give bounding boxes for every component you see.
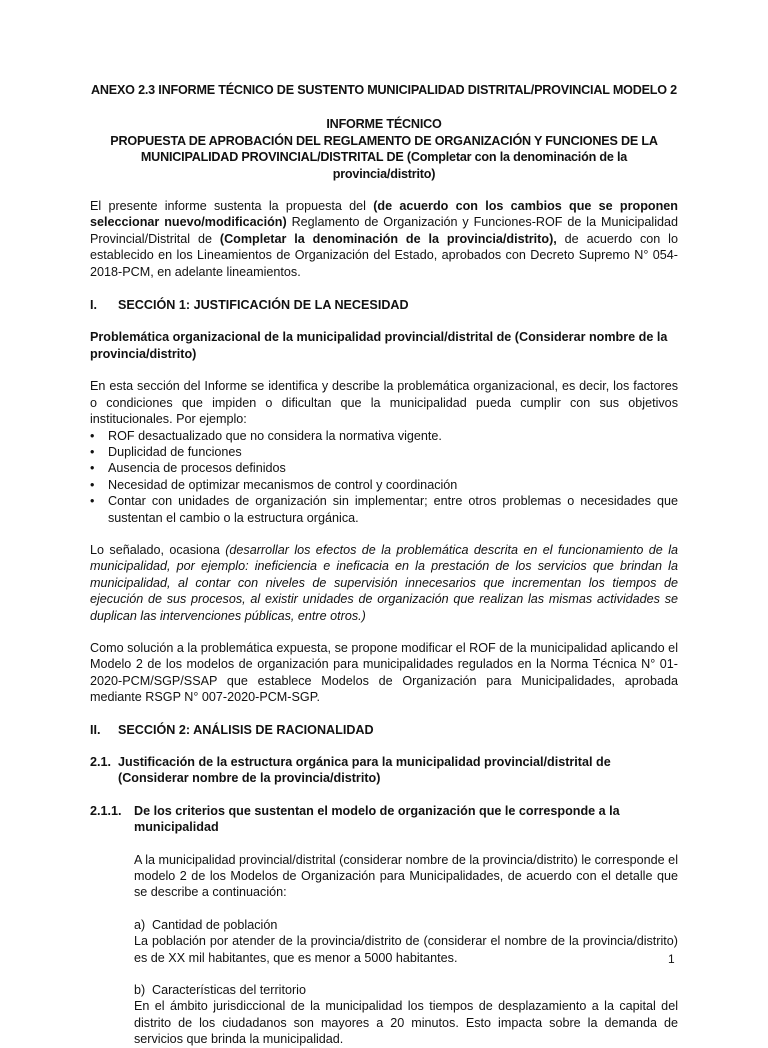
list-item: • Ausencia de procesos definidos xyxy=(90,460,678,476)
proposal-title-line-2: MUNICIPALIDAD PROVINCIAL/DISTRITAL DE (Completar con la denominación de la provincia/distrito) xyxy=(140,150,628,181)
list-item: • ROF desactualizado que no considera la normativa vigente. xyxy=(90,428,678,444)
criterion-a-label: a) Cantidad de población xyxy=(134,917,278,932)
list-item: • Necesidad de optimizar mecanismos de control y coordinación xyxy=(90,477,678,493)
section-2-heading: II. SECCIÓN 2: ANÁLISIS DE RACIONALIDAD xyxy=(90,722,374,737)
problem-subheading: Problemática organizacional de la municipalidad provincial/distrital de (Considerar nombre de la provincia/distrito) xyxy=(90,330,668,361)
section-2-1-1-heading: 2.1.1. De los criterios que sustentan el modelo de organización que le corresponde a la municipalidad xyxy=(90,803,620,835)
list-item: • Duplicidad de funciones xyxy=(90,444,678,460)
criterion-b-label: b) Características del territorio xyxy=(134,983,306,998)
section-1-heading: I. SECCIÓN 1: JUSTIFICACIÓN DE LA NECESIDAD xyxy=(90,298,409,313)
page-number: 1 xyxy=(668,952,675,966)
proposal-title-line-1: PROPUESTA DE APROBACIÓN DEL REGLAMENTO DE ORGANIZACIÓN Y FUNCIONES DE LA xyxy=(110,133,658,148)
problem-paragraph: En esta sección del Informe se identifica y describe la problemática organizacional, es decir, los factores o condiciones que impiden o dificultan que la municipalidad pueda cumplir con sus objetivos institucionales. Por ejemplo: xyxy=(90,379,678,427)
solution-paragraph: Como solución a la problemática expuesta, se propone modificar el ROF de la municipalidad aplicando el Modelo 2 de los modelos de organización para municipalidades regulados en la Norma Técnica N° 01-2020-PCM/SGP/SSAP que establece Modelos de Organización para Municipalidades, aprobada mediante RSGP N° 007-2020-PCM-SGP. xyxy=(90,640,678,705)
report-title: INFORME TÉCNICO xyxy=(326,117,442,132)
section-2-1-heading: 2.1. Justificación de la estructura orgánica para la municipalidad provincial/distrital de (Considerar nombre de la provincia/distrito) xyxy=(90,755,611,786)
effects-paragraph: Lo señalado, ocasiona (desarrollar los efectos de la problemática descrita en el funcionamiento de la municipalidad, por ejemplo: ineficiencia e ineficacia en la prestación de los servicios que brindan la municipalidad, al contar con niveles de supervisión innecesarios que incrementan los tiempos de ejecución de sus procesos, al existir unidades de organización que realizan las mismas actividades se duplican las intervenciones públicas, entre otros.) xyxy=(90,542,679,623)
problem-list xyxy=(90,428,678,526)
intro-paragraph: El presente informe sustenta la propuesta del (de acuerdo con los cambios que se proponen seleccionar nuevo/modificación) Reglamento de Organización y Funciones-ROF de la Municipalidad Provincial/Distrital de (Completar la denominación de la provincia/distrito), de acuerdo con lo establecido en los Lineamientos de Organización del Estado, aprobados con Decreto Supremo N° 054-2018-PCM, en adelante lineamientos. xyxy=(90,199,679,279)
list-item: • Contar con unidades de organización sin implementar; entre otros problemas o necesidades que sustentan el cambio o la estructura orgánica. xyxy=(90,493,678,526)
annex-title: ANEXO 2.3 INFORME TÉCNICO DE SUSTENTO MUNICIPALIDAD DISTRITAL/PROVINCIAL MODELO 2 xyxy=(90,83,677,97)
criterion-a-text: La población por atender de la provincia/distrito de (considerar el nombre de la provincia/distrito) es de XX mil habitantes, que es menor a 5000 habitantes. xyxy=(134,934,678,965)
criterion-b-text: En el ámbito jurisdiccional de la municipalidad los tiempos de desplazamiento a la capital del distrito de los ciudadanos son mayores a 20 minutos. Esto impacta sobre la demanda de servicios que brinda la municipalidad. xyxy=(134,999,678,1047)
document-body xyxy=(90,82,678,1048)
model-criteria-paragraph: A la municipalidad provincial/distrital (considerar nombre de la provincia/distrito) le corresponde el modelo 2 de los Modelos de Organización para Municipalidades, de acuerdo con el detalle que se describe a continuación: xyxy=(134,852,678,900)
